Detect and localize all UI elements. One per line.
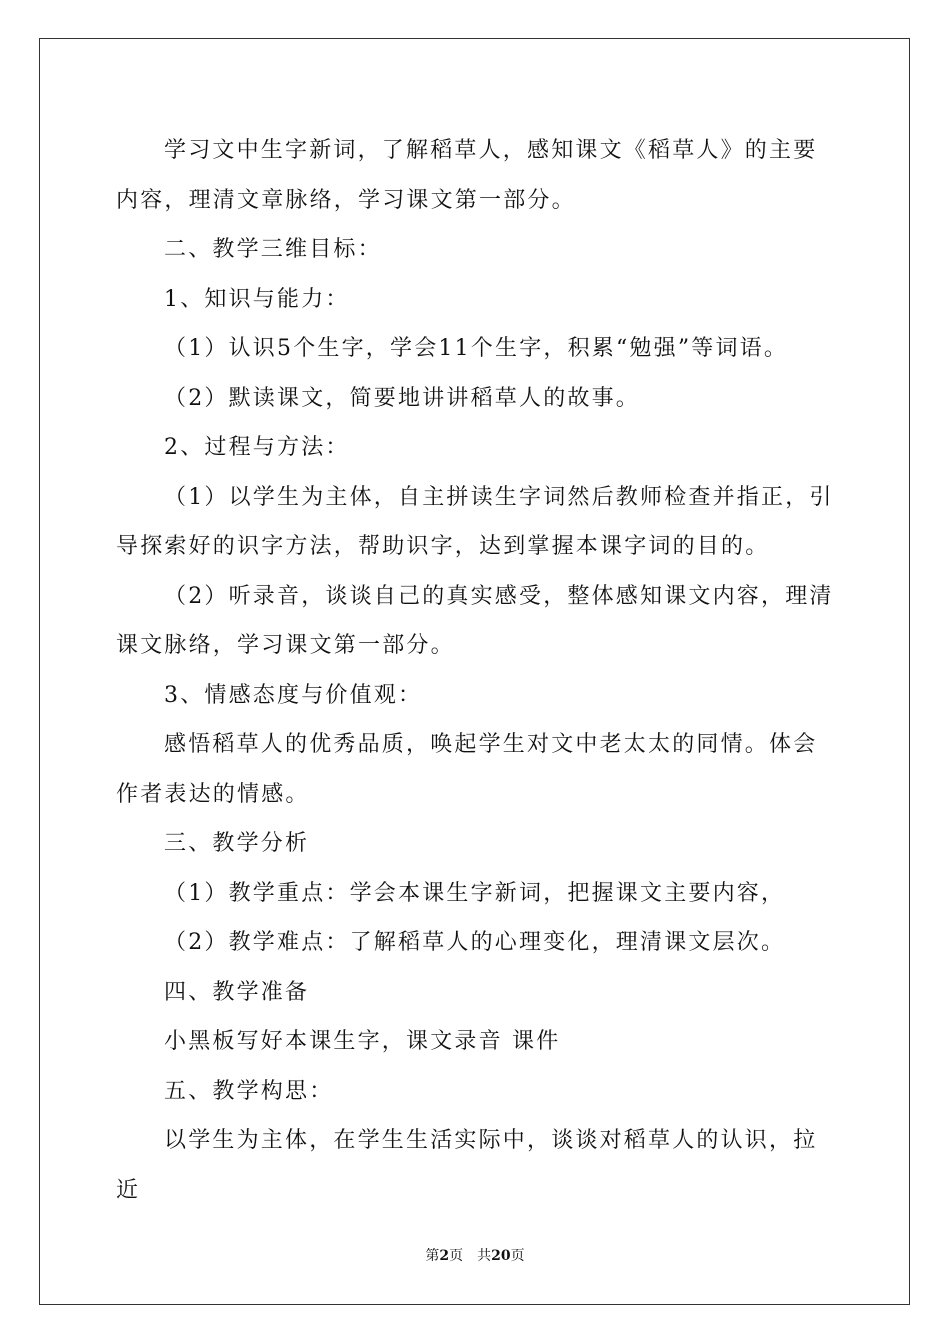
- paragraph-emotion: 感悟稻草人的优秀品质，唤起学生对文中老太太的同情。体会作者表达的情感。: [116, 732, 818, 807]
- list-item-knowledge-1: （1）认识5个生字，学会11个生字，积累“勉强”等词语。: [164, 336, 789, 361]
- footer-page-suffix: 页: [449, 1248, 464, 1264]
- footer-page-prefix: 第: [425, 1248, 440, 1264]
- list-item-difficulty: （2）教学难点：了解稻草人的心理变化，理清课文层次。: [164, 930, 786, 955]
- list-item-process-1: （1）以学生为主体，自主拼读生字词然后教师检查并指正，引导探索好的识字方法，帮助识字，达到掌握本课字词的目的。: [116, 484, 834, 559]
- list-item-key-point: （1）教学重点：学会本课生字新词，把握课文主要内容，: [164, 880, 786, 906]
- footer-total-pages: 20: [491, 1248, 511, 1264]
- paragraph-preparation: 小黑板写好本课生字，课文录音 课件: [164, 1029, 561, 1054]
- paragraph-1: 学习文中生字新词，了解稻草人，感知课文《稻草人》的主要内容，理清文章脉络，学习课文第一部分。: [116, 138, 818, 213]
- subheading-process-method: 2、过程与方法：: [164, 435, 350, 460]
- list-item-process-2: （2）听录音，谈谈自己的真实感受，整体感知课文内容，理清课文脉络，学习课文第一部分。: [116, 583, 834, 658]
- list-item-knowledge-2: （2）默读课文，简要地讲讲稻草人的故事。: [164, 385, 640, 411]
- paragraph-concept: 以学生为主体，在学生生活实际中，谈谈对稻草人的认识，拉近: [116, 1128, 818, 1203]
- document-body: [116, 126, 834, 1215]
- subheading-emotion-values: 3、情感态度与价值观：: [164, 682, 423, 708]
- section-heading-concept: 五、教学构思：: [164, 1078, 334, 1104]
- footer-page-number: 2: [439, 1248, 450, 1264]
- section-heading-analysis: 三、教学分析: [164, 831, 310, 856]
- page-footer: [0, 1246, 950, 1266]
- footer-total-suffix: 页: [510, 1248, 525, 1264]
- footer-total-prefix: 共: [477, 1248, 492, 1264]
- subheading-knowledge-ability: 1、知识与能力：: [164, 286, 350, 312]
- section-heading-preparation: 四、教学准备: [164, 979, 310, 1005]
- section-heading-objectives: 二、教学三维目标：: [164, 237, 382, 262]
